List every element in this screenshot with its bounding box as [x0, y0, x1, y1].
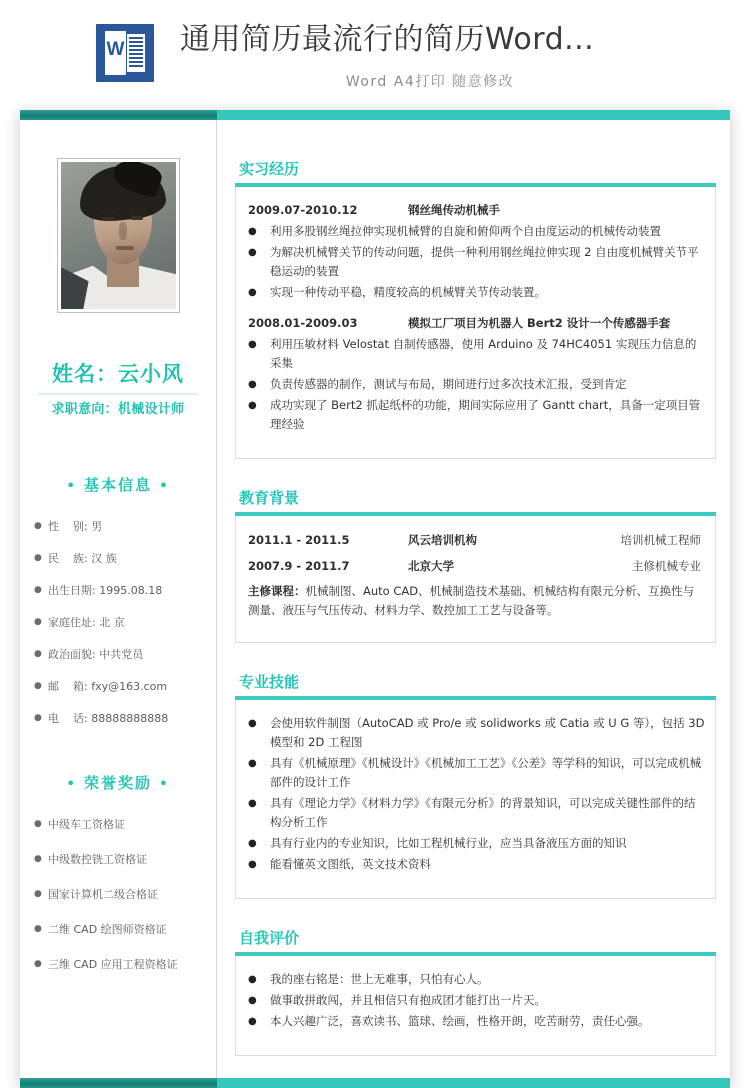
bullet-icon: ●	[248, 379, 257, 390]
bullet-icon: ●	[248, 838, 257, 849]
bullet-icon: ●	[34, 889, 42, 899]
page-subtitle: Word A4打印 随意修改	[345, 74, 515, 90]
list-item	[34, 817, 216, 832]
self-evaluation-bullets	[248, 970, 705, 1031]
education-major: 主修机械专业	[632, 559, 701, 573]
education-school: 北京大学	[408, 559, 454, 573]
list-item	[248, 243, 705, 281]
bullet-icon: ●	[248, 974, 257, 985]
preview-header-text	[180, 20, 750, 91]
sidebar-heading-basic-info	[20, 474, 216, 495]
list-item	[248, 991, 705, 1010]
info-label: 家庭住址:	[48, 616, 96, 629]
courses-text: 机械制图、Auto CAD、机械制造技术基础、机械结构有限元分析、互换性与测量、液压与气压传动、材料力学、数控加工工艺与设备等。	[248, 584, 695, 617]
bullet-icon: ●	[34, 713, 42, 723]
heading-dot-right: •	[159, 777, 170, 792]
bullet-icon: ●	[248, 287, 257, 298]
section-title-internship: 实习经历	[239, 160, 300, 178]
profile-photo	[61, 162, 176, 309]
bullet-icon: ●	[248, 758, 257, 769]
bullet-text: 具有行业内的专业知识，比如工程机械行业，应当具备液压方面的知识	[270, 836, 627, 850]
bullet-icon: ●	[34, 924, 42, 934]
entry-date: 2008.01-2009.03	[248, 316, 358, 330]
accent-bar-light	[217, 1078, 730, 1088]
honor-text: 中级数控铣工资格证	[48, 853, 147, 866]
section-self-evaluation	[235, 927, 716, 1056]
bullet-text: 我的座右铭是：世上无难事，只怕有心人。	[270, 972, 489, 986]
honors-list	[20, 817, 216, 972]
section-body-internship	[235, 187, 716, 459]
info-value: 男	[91, 520, 103, 533]
word-document-icon	[96, 24, 154, 82]
section-body-self-evaluation	[235, 956, 716, 1056]
bullet-text: 利用多股钢丝绳拉伸实现机械臂的自旋和俯仰两个自由度运动的机械传动装置	[270, 224, 661, 238]
bullet-text: 本人兴趣广泛，喜欢读书、篮球、绘画，性格开朗，吃苦耐劳，责任心强。	[270, 1014, 650, 1028]
internship-entry-head	[248, 314, 705, 332]
bullet-text: 成功实现了 Bert2 抓起纸杯的功能，期间实际应用了 Gantt chart，具备一定项目管理经验	[270, 398, 701, 431]
list-item	[34, 519, 216, 534]
list-item	[248, 970, 705, 989]
info-value: 北 京	[99, 616, 125, 629]
list-item	[34, 551, 216, 566]
entry-role: 模拟工厂项目为机器人 Bert2 设计一个传感器手套	[408, 316, 671, 330]
bullet-text: 实现一种传动平稳，精度较高的机械臂关节传动装置。	[270, 285, 546, 299]
heading-dot-left: •	[66, 479, 77, 494]
courses-label: 主修课程：	[248, 584, 306, 598]
education-row	[248, 556, 705, 576]
list-item	[248, 283, 705, 302]
list-item	[34, 583, 216, 598]
bullet-icon: ●	[34, 617, 42, 627]
preview-header	[0, 0, 750, 110]
info-label: 电 话:	[48, 712, 88, 725]
heading-dot-right: •	[159, 479, 170, 494]
list-item	[248, 834, 705, 853]
bullet-text: 会使用软件制图（AutoCAD 或 Pro/e 或 solidworks 或 Catia 或 U G 等），包括 3D 模型和 2D 工程图	[270, 716, 705, 749]
list-item	[248, 375, 705, 394]
sidebar-heading-honors	[20, 772, 216, 793]
internship-bullets	[248, 335, 705, 434]
honors-heading-text: 荣誉奖励	[83, 774, 152, 792]
list-item	[248, 1012, 705, 1031]
bullet-icon: ●	[34, 854, 42, 864]
bullet-icon: ●	[34, 553, 42, 563]
info-label: 民 族:	[48, 552, 88, 565]
bullet-icon: ●	[248, 400, 257, 411]
list-item	[34, 957, 216, 972]
bullet-icon: ●	[248, 1016, 257, 1027]
bullet-text: 做事敢拼敢闯，并且相信只有抱成团才能打出一片天。	[270, 993, 546, 1007]
education-date: 2011.1 - 2011.5	[248, 533, 350, 547]
profile-photo-frame	[57, 158, 180, 313]
honor-text: 国家计算机二级合格证	[48, 888, 158, 901]
entry-role: 钢丝绳传动机械手	[408, 203, 500, 217]
bullet-text: 为解决机械臂关节的传动问题，提供一种利用钢丝绳拉伸实现 2 自由度机械臂关节平稳运动的装置	[270, 245, 699, 278]
section-body-education	[235, 516, 716, 643]
basic-info-heading-text: 基本信息	[83, 476, 152, 494]
internship-entry-head	[248, 201, 705, 219]
entry-date: 2009.07-2010.12	[248, 203, 358, 217]
info-value: 88888888888	[91, 712, 169, 725]
section-title-education: 教育背景	[239, 489, 300, 507]
honor-text: 三维 CAD 应用工程资格证	[48, 958, 178, 971]
section-title-skills: 专业技能	[239, 673, 300, 691]
list-item	[248, 335, 705, 373]
list-item	[248, 396, 705, 434]
bullet-icon: ●	[248, 718, 257, 729]
word-icon-letter: W	[106, 39, 125, 60]
bullet-icon: ●	[248, 995, 257, 1006]
bullet-text: 具有《机械原理》《机械设计》《机械加工工艺》《公差》等学科的知识，可以完成机械部件的设计工作	[270, 756, 702, 789]
internship-bullets	[248, 222, 705, 302]
info-value: 中共党员	[99, 648, 144, 661]
bullet-icon: ●	[248, 339, 257, 350]
list-item	[248, 794, 705, 832]
list-item	[34, 922, 216, 937]
info-label: 出生日期:	[48, 584, 96, 597]
education-school: 风云培训机构	[408, 533, 477, 547]
bullet-icon: ●	[34, 681, 42, 691]
info-value: fxy@163.com	[91, 680, 168, 693]
info-label: 政治面貌:	[48, 648, 96, 661]
skills-bullets	[248, 714, 705, 874]
bullet-icon: ●	[34, 959, 42, 969]
education-date: 2007.9 - 2011.7	[248, 559, 350, 573]
info-label: 邮 箱:	[48, 680, 88, 693]
list-item	[34, 647, 216, 662]
bullet-text: 利用压敏材料 Velostat 自制传感器，使用 Arduino 及 74HC4051 实现压力信息的采集	[270, 337, 697, 370]
list-item	[248, 855, 705, 874]
page-top-accent-bars	[20, 110, 730, 120]
bullet-icon: ●	[34, 819, 42, 829]
list-item	[34, 615, 216, 630]
list-item	[34, 711, 216, 726]
page-title: 通用简历最流行的简历Word...	[180, 22, 595, 57]
name-block	[30, 355, 206, 428]
honor-text: 中级车工资格证	[48, 818, 125, 831]
info-label: 性 别:	[48, 520, 88, 533]
job-objective: 求职意向：机械设计师	[51, 402, 185, 417]
education-row	[248, 530, 705, 550]
name-divider	[38, 393, 198, 395]
section-education	[235, 487, 716, 643]
section-title-self-evaluation: 自我评价	[239, 929, 300, 947]
list-item	[34, 887, 216, 902]
info-value: 1995.08.18	[99, 584, 163, 597]
honor-text: 二维 CAD 绘图师资格证	[48, 923, 167, 936]
accent-bar-dark	[20, 1078, 217, 1088]
list-item	[34, 852, 216, 867]
bullet-icon: ●	[248, 247, 257, 258]
accent-bar-dark	[20, 110, 217, 120]
bullet-icon: ●	[34, 521, 42, 531]
bullet-icon: ●	[34, 649, 42, 659]
education-major: 培训机械工程师	[620, 533, 701, 547]
list-item	[248, 222, 705, 241]
list-item	[248, 754, 705, 792]
list-item	[34, 679, 216, 694]
list-item	[248, 714, 705, 752]
bullet-icon: ●	[248, 798, 257, 809]
word-icon-lines	[127, 34, 145, 72]
bullet-icon: ●	[248, 859, 257, 870]
resume-sidebar	[20, 120, 217, 1078]
education-courses	[248, 582, 705, 620]
resume-content	[217, 120, 730, 1078]
bullet-icon: ●	[34, 585, 42, 595]
heading-dot-left: •	[66, 777, 77, 792]
section-skills	[235, 671, 716, 899]
basic-info-list	[20, 519, 216, 726]
candidate-name: 姓名：云小风	[52, 362, 184, 386]
accent-bar-light	[217, 110, 730, 120]
bullet-text: 负责传感器的制作，测试与布局，期间进行过多次技术汇报，受到肯定	[270, 377, 627, 391]
bullet-text: 具有《理论力学》《材料力学》《有限元分析》的背景知识，可以完成关键性部件的结构分析工作	[270, 796, 696, 829]
section-internship	[235, 158, 716, 459]
bullet-text: 能看懂英文图纸，英文技术资料	[270, 857, 431, 871]
resume-page	[20, 110, 730, 1088]
info-value: 汉 族	[91, 552, 117, 565]
bullet-icon: ●	[248, 226, 257, 237]
page-bottom-accent-bars	[20, 1078, 730, 1088]
section-body-skills	[235, 700, 716, 899]
